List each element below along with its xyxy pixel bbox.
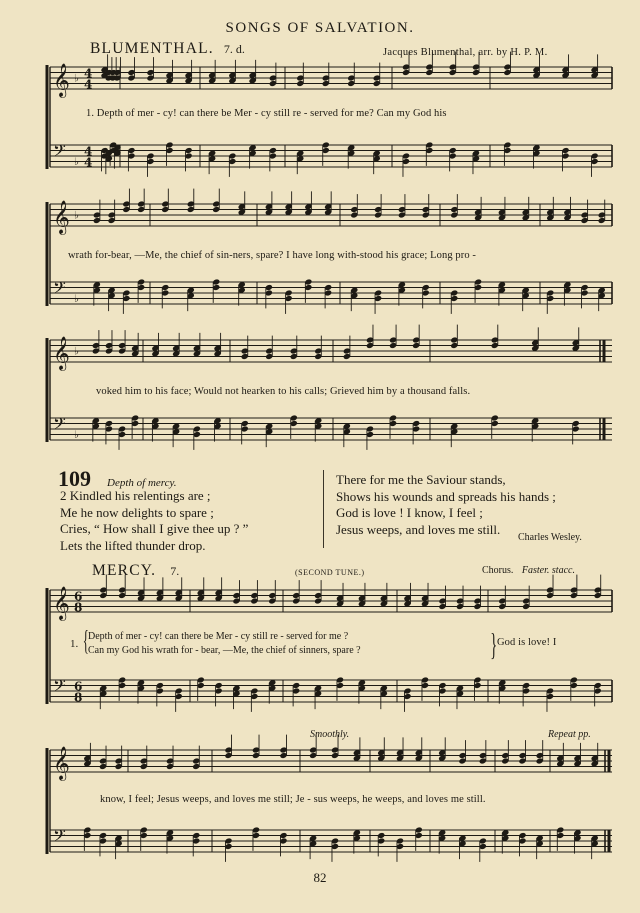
bass-clef-icon: 𝄢 (53, 141, 66, 165)
flat-icon: ♭ (74, 155, 79, 168)
flat-icon: ♭ (74, 209, 79, 222)
bass-clef-icon: 𝄢 (53, 414, 66, 438)
tune2-lyric-upper: Depth of mer - cy! can there be Mer - cy still re - served for me ? (88, 631, 349, 642)
tune1-lyric-line1: 1. Depth of mer - cy! can there be Mer - cy still re - served for me? Can my God his (86, 108, 447, 119)
stanza-right-line: There for me the Saviour stands, (336, 472, 506, 487)
bass-clef-icon: 𝄢 (53, 278, 66, 302)
page-header: SONGS OF SALVATION. (225, 20, 415, 36)
chorus-lyric: God is love! I (497, 637, 557, 648)
hymn-title: Depth of mercy. (107, 477, 177, 489)
time-signature-bottom: 8 (74, 600, 83, 615)
flat-icon: ♭ (74, 292, 79, 305)
brace-close-icon: } (490, 626, 498, 662)
time-signature-bottom: 4 (84, 155, 93, 170)
tune1-meter: 7. d. (223, 42, 245, 56)
brace-icon: { (82, 626, 89, 657)
time-signature-bottom: 4 (84, 77, 93, 92)
chorus-direction: Faster. stacc. (521, 565, 575, 576)
tune1-lyric-line3: voked him to his face; Would not hearken to his calls; Grieved him by a thousand falls. (96, 386, 471, 397)
tune1-name: BLUMENTHAL. (90, 40, 214, 57)
flat-icon: ♭ (74, 345, 79, 358)
treble-clef-icon: 𝄞 (53, 335, 70, 370)
tune2-stanza-number: 1. (70, 638, 79, 650)
time-signature-top: 6 (74, 589, 83, 604)
time-signature-top: 4 (84, 144, 93, 159)
hymn-author: Charles Wesley. (518, 532, 582, 543)
flat-icon: ♭ (74, 428, 79, 441)
treble-clef-icon: 𝄞 (53, 585, 70, 620)
direction-smoothly: Smoothly. (310, 729, 350, 740)
stanza-right-line: Shows his wounds and spreads his hands ; (336, 488, 556, 504)
time-signature-top: 6 (74, 679, 83, 694)
stanza-left-line: Lets the lifted thunder drop. (60, 537, 206, 553)
tune2-meter: 7. (170, 564, 180, 578)
stanza-left-line: Cries, “ How shall I give thee up ? ” (60, 521, 249, 536)
tune1-composer: Jacques Blumenthal, arr. by H. P. M. (383, 47, 548, 58)
tune1-lyric-line2: wrath for-bear, —Me, the chief of sin-ners, spare? I have long with-stood his grace; Long pro - (68, 250, 477, 261)
treble-clef-icon: 𝄞 (53, 62, 70, 97)
stanza-left-line: 2 Kindled his relentings are ; (60, 488, 211, 503)
stanza-right-line: God is love ! I know, I feel ; (336, 505, 483, 520)
page-number: 82 (313, 870, 327, 885)
bass-clef-icon: 𝄢 (53, 676, 66, 700)
hymn-number: 109 (58, 466, 91, 491)
flat-icon: ♭ (74, 72, 79, 85)
tune2-lyric-line2: know, I feel; Jesus weeps, and loves me still; Je - sus weeps, he weeps, and loves me still. (100, 794, 486, 805)
stanza-right-line: Jesus weeps, and loves me still. (336, 521, 501, 537)
direction-repeat: Repeat pp. (548, 729, 591, 740)
chorus-label: Chorus. (482, 565, 514, 576)
treble-clef-icon: 𝄞 (53, 745, 70, 780)
stanza-left-line: Me he now delights to spare ; (60, 504, 214, 520)
bass-clef-icon: 𝄢 (53, 826, 66, 850)
time-signature-top: 4 (84, 66, 93, 81)
tune2-lyric-lower: Can my God his wrath for - bear, —Me, the chief of sinners, spare ? (88, 645, 361, 656)
treble-clef-icon: 𝄞 (53, 199, 70, 234)
tune2-second-tune: (SECOND TUNE.) (295, 568, 365, 577)
tune2-name: MERCY. (92, 562, 157, 579)
time-signature-bottom: 8 (74, 690, 83, 705)
